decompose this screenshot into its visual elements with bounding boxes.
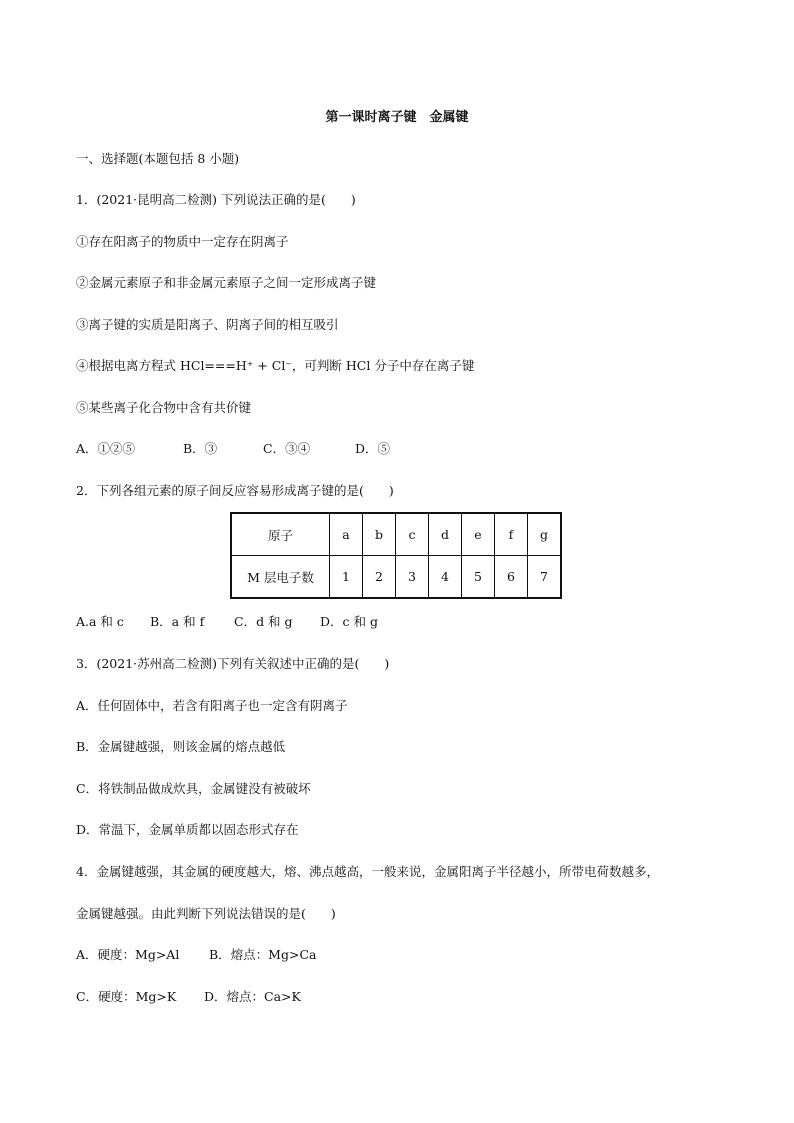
question-1-statement-4: ④根据电离方程式 HCl===H⁺ + Cl⁻，可判断 HCl 分子中存在离子键 [76, 358, 475, 373]
table-cell: g [528, 513, 562, 556]
question-1-option-c: C．③④ [263, 441, 311, 456]
table-cell: d [429, 513, 462, 556]
question-2-option-c: C．d 和 g [234, 614, 293, 629]
table-cell: 5 [462, 556, 495, 599]
question-3-option-d: D．常温下，金属单质都以固态形式存在 [76, 822, 299, 837]
question-1-option-d: D．⑤ [355, 441, 391, 456]
table-row [231, 513, 561, 556]
electron-table [230, 512, 562, 599]
table-cell: a [330, 513, 363, 556]
question-1-option-b: B．③ [183, 441, 218, 456]
question-4-option-c: C．硬度：Mg>K [76, 989, 177, 1004]
question-3-option-c: C．将铁制品做成炊具，金属键没有被破坏 [76, 781, 311, 796]
question-4-stem-line-2: 金属键越强。由此判断下列说法错误的是( ) [76, 906, 336, 921]
question-2-option-a: A.a 和 c [76, 614, 124, 629]
table-cell: 7 [528, 556, 562, 599]
table-cell: b [363, 513, 396, 556]
table-cell: 1 [330, 556, 363, 599]
page-title: 第一课时离子键 金属键 [325, 110, 469, 125]
table-row [231, 556, 561, 599]
table-cell: c [396, 513, 429, 556]
question-1-options [76, 440, 390, 458]
question-3-option-a: A．任何固体中，若含有阳离子也一定含有阴离子 [76, 698, 348, 713]
question-2-stem: 2．下列各组元素的原子间反应容易形成离子键的是( ) [76, 483, 394, 498]
table-cell: 3 [396, 556, 429, 599]
question-1-stem: 1．(2021·昆明高二检测) 下列说法正确的是( ) [76, 192, 356, 207]
question-1-statement-5: ⑤某些离子化合物中含有共价键 [76, 400, 252, 415]
table-cell: 4 [429, 556, 462, 599]
question-4-option-a: A．硬度：Mg>Al [76, 947, 180, 962]
question-1-statement-1: ①存在阳离子的物质中一定存在阴离子 [76, 234, 289, 249]
question-3-option-b: B．金属键越强，则该金属的熔点越低 [76, 739, 286, 754]
question-4-option-b: B．熔点：Mg>Ca [209, 947, 317, 962]
section-heading: 一、选择题(本题包括 8 小题) [76, 151, 240, 166]
question-4-options-row-2 [76, 988, 301, 1006]
table-row-label: 原子 [231, 513, 330, 556]
question-1-option-a: A．①②⑤ [76, 441, 136, 456]
table-cell: 2 [363, 556, 396, 599]
question-4-option-d: D．熔点：Ca>K [204, 989, 301, 1004]
table-cell: e [462, 513, 495, 556]
question-4-stem-line-1: 4．金属键越强，其金属的硬度越大，熔、沸点越高，一般来说，金属阳离子半径越小，所带电荷数越多， [76, 864, 659, 879]
question-4-options-row-1 [76, 946, 316, 964]
table-row-label: M 层电子数 [231, 556, 330, 599]
table-cell: 6 [495, 556, 528, 599]
question-2-option-d: D．c 和 g [320, 614, 378, 629]
question-1-statement-3: ③离子键的实质是阳离子、阴离子间的相互吸引 [76, 317, 339, 332]
question-1-statement-2: ②金属元素原子和非金属元素原子之间一定形成离子键 [76, 275, 377, 290]
question-3-stem: 3．(2021·苏州高二检测)下列有关叙述中正确的是( ) [76, 656, 390, 671]
question-2-options [76, 613, 378, 631]
question-2-option-b: B．a 和 f [150, 614, 205, 629]
table-cell: f [495, 513, 528, 556]
